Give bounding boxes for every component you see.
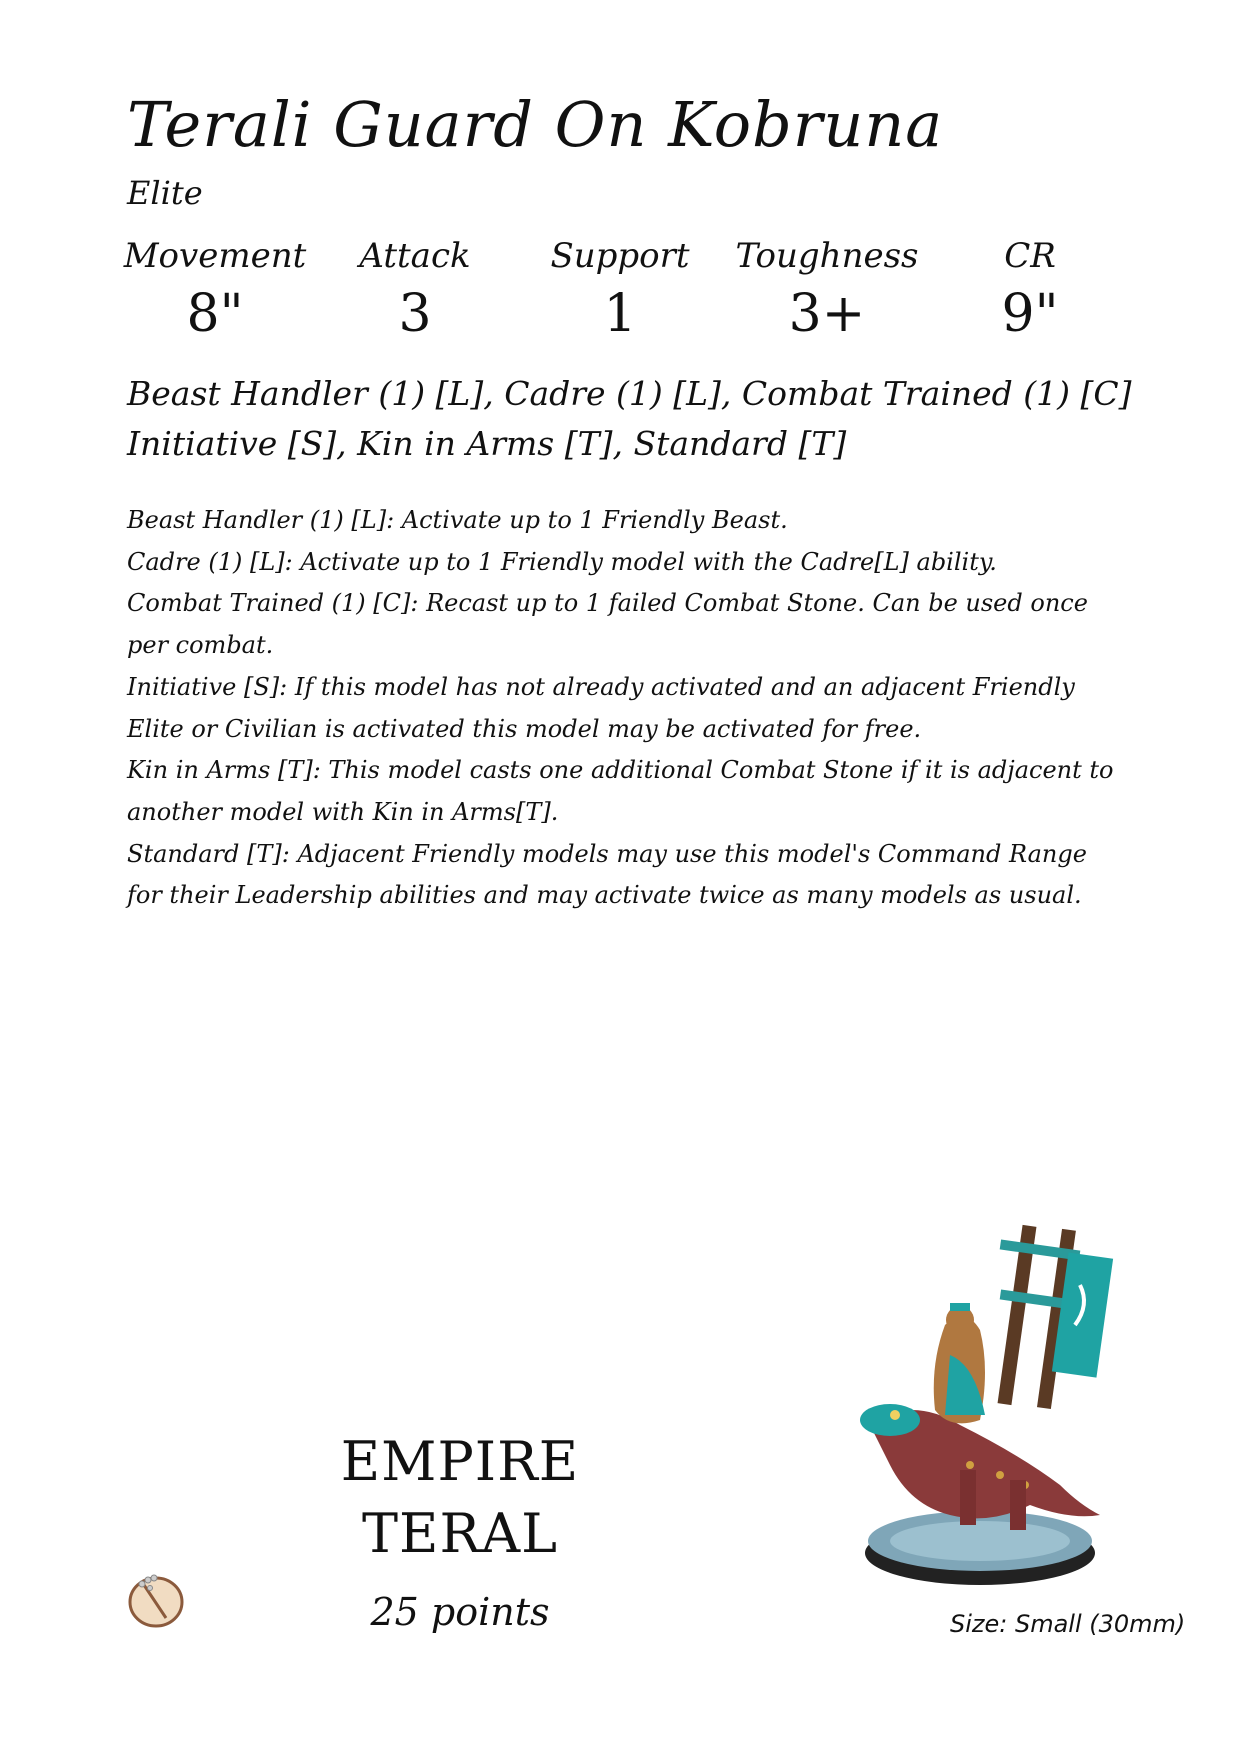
miniature-photo	[850, 1215, 1120, 1595]
ability-descriptions	[127, 500, 1127, 917]
faction-name: EMPIRE	[340, 1430, 580, 1493]
stat-label: Movement	[123, 236, 307, 276]
base-size-label: Size: Small (30mm)	[950, 1610, 1186, 1638]
ability-description: Initiative [S]: If this model has not already activated and an adjacent Friendly Elite or Civilian is activated this model may be activated for free.	[127, 672, 1075, 743]
unit-title: Terali Guard On Kobruna	[127, 88, 944, 161]
stat-movement	[120, 236, 310, 344]
stat-cr	[935, 236, 1125, 344]
stat-label: Support	[550, 236, 690, 276]
stat-value: 3+	[788, 284, 866, 344]
faction-logo-icon	[126, 1568, 186, 1628]
ability-description: Cadre (1) [L]: Activate up to 1 Friendly model with the Cadre[L] ability.	[127, 547, 997, 576]
stat-value: 1	[603, 284, 637, 344]
ability-description: Combat Trained (1) [C]: Recast up to 1 failed Combat Stone. Can be used once per combat.	[127, 589, 1088, 660]
stat-label: CR	[1004, 236, 1056, 276]
stat-value: 8"	[186, 284, 244, 344]
stat-block	[120, 236, 1110, 356]
ability-description: Kin in Arms [T]: This model casts one additional Combat Stone if it is adjacent to another model with Kin in Arms[T].	[127, 756, 1114, 826]
points-cost: 25 points	[370, 1590, 550, 1634]
ability-list-line: Initiative [S], Kin in Arms [T], Standard [T]	[127, 424, 847, 463]
stat-value: 9"	[1001, 284, 1059, 344]
stat-support	[525, 236, 715, 344]
sub-faction-name: TERAL	[362, 1502, 558, 1565]
ability-list-line: Beast Handler (1) [L], Cadre (1) [L], Combat Trained (1) [C]	[127, 374, 1132, 413]
ability-description: Beast Handler (1) [L]: Activate up to 1 Friendly Beast.	[127, 506, 788, 534]
stat-toughness	[732, 236, 922, 344]
ability-description: Standard [T]: Adjacent Friendly models may use this model's Command Range for their Leadership abilities and may activate twice as many models as usual.	[127, 839, 1087, 910]
stat-label: Toughness	[735, 236, 919, 276]
stat-label: Attack	[359, 236, 471, 276]
unit-type: Elite	[127, 174, 203, 212]
stat-value: 3	[398, 284, 432, 344]
stat-attack	[320, 236, 510, 344]
